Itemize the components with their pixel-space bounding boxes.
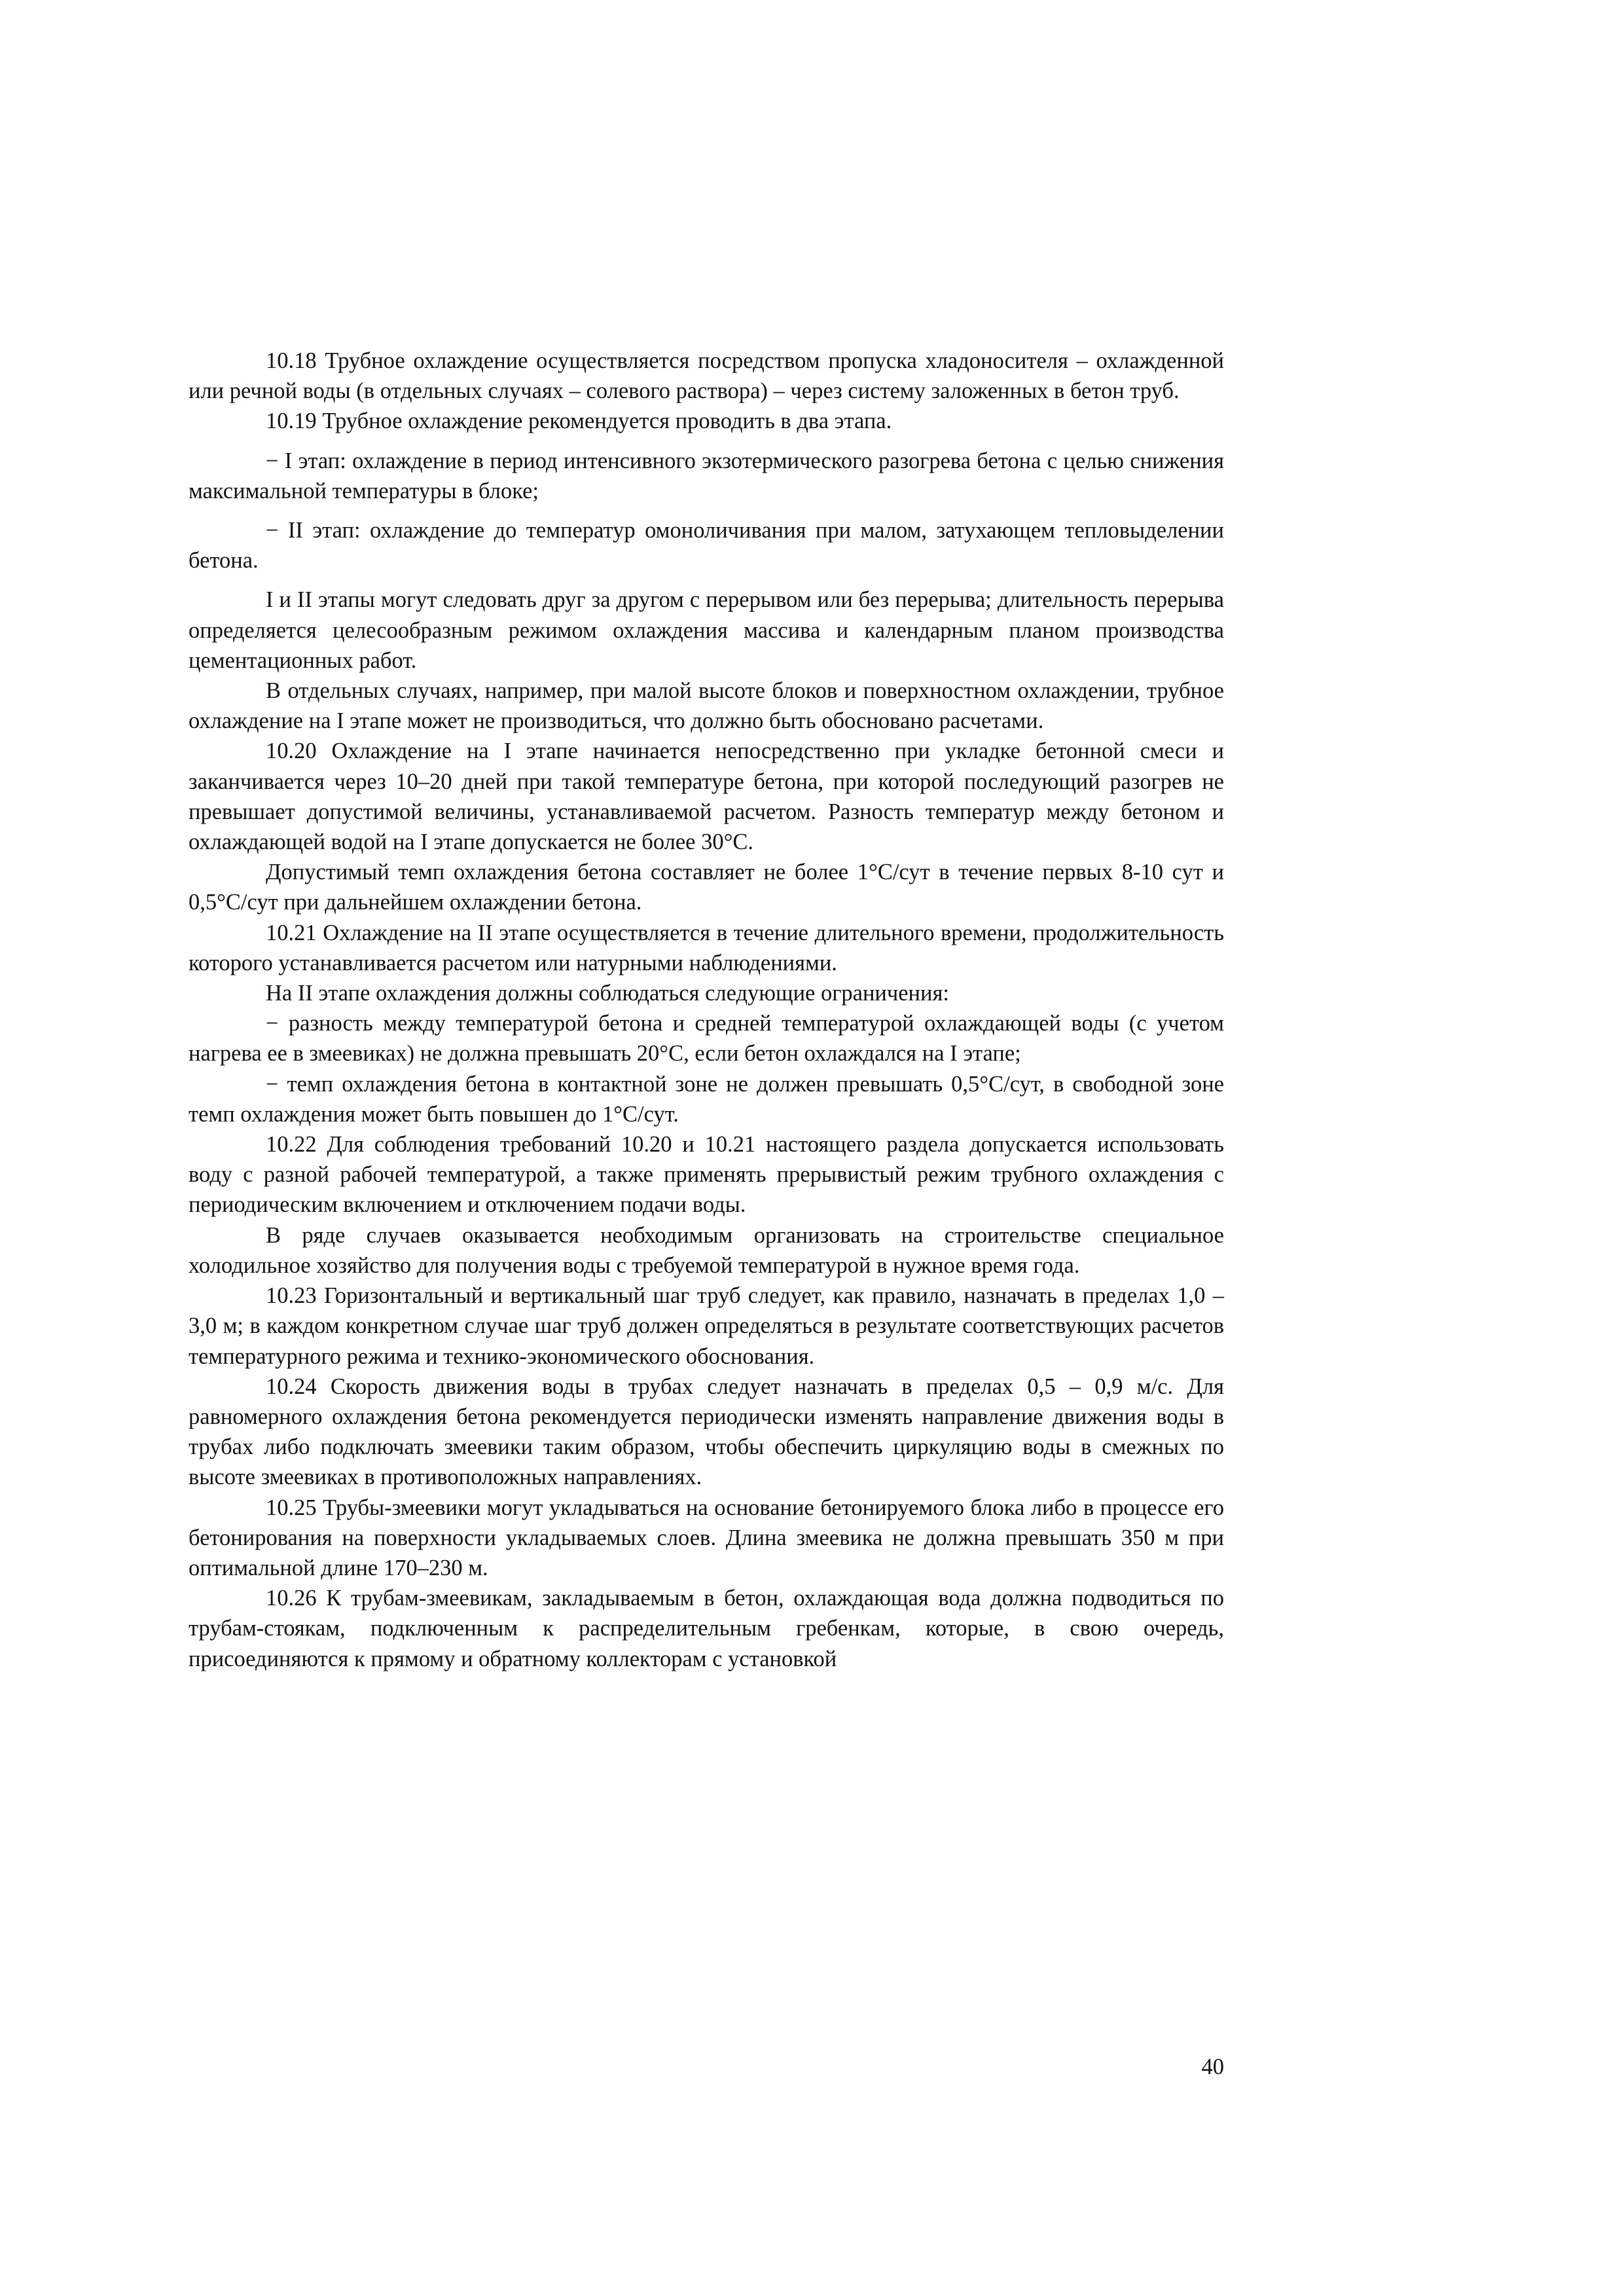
paragraph-10-25: 10.25 Трубы-змеевики могут укладываться на основание бетонируемого блока либо в процессе его бетонирования на поверхности укладываемых слоев. Длина змеевика не должна превышать 350 м при оптимальной длине 170–230 м.	[189, 1495, 1224, 1580]
paragraph-refrigeration: В ряде случаев оказывается необходимым организовать на строительстве специальное холодильное хозяйство для получения воды с требуемой температурой в нужное время года.	[189, 1222, 1224, 1278]
paragraph-10-20: 10.20 Охлаждение на I этапе начинается непосредственно при укладке бетонной смеси и заканчивается через 10–20 дней при такой температуре бетона, при которой последующий разогрев не превышает допустимой величины, устанавливаемой расчетом. Разность температур между бетоном и охлаждающей водой на I этапе допускается не более 30°С.	[189, 738, 1224, 855]
list-item-temperature-difference: − разность между температурой бетона и средней температурой охлаждающей воды (с учетом нагрева ее в змеевиках) не должна превышать 20°С, если бетон охлаждался на I этапе;	[189, 1011, 1224, 1066]
body-text	[189, 346, 1224, 1674]
paragraph-stages-break: I и II этапы могут следовать друг за другом с перерывом или без перерыва; длительность перерыва определяется целесообразным режимом охлаждения массива и календарным планом производства цементационных работ.	[189, 587, 1224, 673]
paragraph-10-21: 10.21 Охлаждение на II этапе осуществляется в течение длительного времени, продолжительность которого устанавливается расчетом или натурными наблюдениями.	[189, 920, 1224, 975]
paragraph-special-cases: В отдельных случаях, например, при малой высоте блоков и поверхностном охлаждении, трубное охлаждение на I этапе может не производиться, что должно быть обосновано расчетами.	[189, 678, 1224, 734]
list-item-cooling-pace: − темп охлаждения бетона в контактной зоне не должен превышать 0,5°С/сут, в свободной зоне темп охлаждения может быть повышен до 1°С/сут.	[189, 1071, 1224, 1127]
paragraph-stage-2-limits: На II этапе охлаждения должны соблюдаться следующие ограничения:	[266, 981, 949, 1006]
paragraph-10-22: 10.22 Для соблюдения требований 10.20 и 10.21 настоящего раздела допускается использовать воду с разной рабочей температурой, а также применять прерывистый режим трубного охлаждения с периодическим включением и отключением подачи воды.	[189, 1132, 1224, 1218]
paragraph-10-18: 10.18 Трубное охлаждение осуществляется посредством пропуска хладоносителя – охлажденной или речной воды (в отдельных случаях – солевого раствора) – через систему заложенных в бетон труб.	[189, 348, 1224, 404]
paragraph-cooling-rate: Допустимый темп охлаждения бетона составляет не более 1°С/сут в течение первых 8-10 сут и 0,5°С/сут при дальнейшем охлаждении бетона.	[189, 860, 1224, 915]
paragraph-10-19: 10.19 Трубное охлаждение рекомендуется проводить в два этапа.	[266, 409, 892, 434]
paragraph-10-26: 10.26 К трубам-змеевикам, закладываемым в бетон, охлаждающая вода должна подводиться по трубам-стоякам, подключенным к распределительным гребенкам, которые, в свою очередь, присоединяются к прямому и обратному коллекторам с установкой	[189, 1586, 1224, 1671]
paragraph-10-24: 10.24 Скорость движения воды в трубах следует назначать в пределах 0,5 – 0,9 м/с. Для равномерного охлаждения бетона рекомендуется периодически изменять направление движения воды в трубах либо подключать змеевики таким образом, чтобы обеспечить циркуляцию воды в смежных по высоте змеевиках в противоположных направлениях.	[189, 1374, 1224, 1490]
page-number: 40	[1201, 2054, 1224, 2079]
paragraph-10-23: 10.23 Горизонтальный и вертикальный шаг труб следует, как правило, назначать в пределах 1,0 – 3,0 м; в каждом конкретном случае шаг труб должен определяться в результате соответствующих расчетов температурного режима и технико-экономического обоснования.	[189, 1283, 1224, 1369]
list-item-stage-2: − II этап: охлаждение до температур омоноличивания при малом, затухающем тепловыделении бетона.	[189, 518, 1224, 574]
list-item-stage-1: − I этап: охлаждение в период интенсивного экзотермического разогрева бетона с целью снижения максимальной температуры в блоке;	[189, 448, 1224, 503]
